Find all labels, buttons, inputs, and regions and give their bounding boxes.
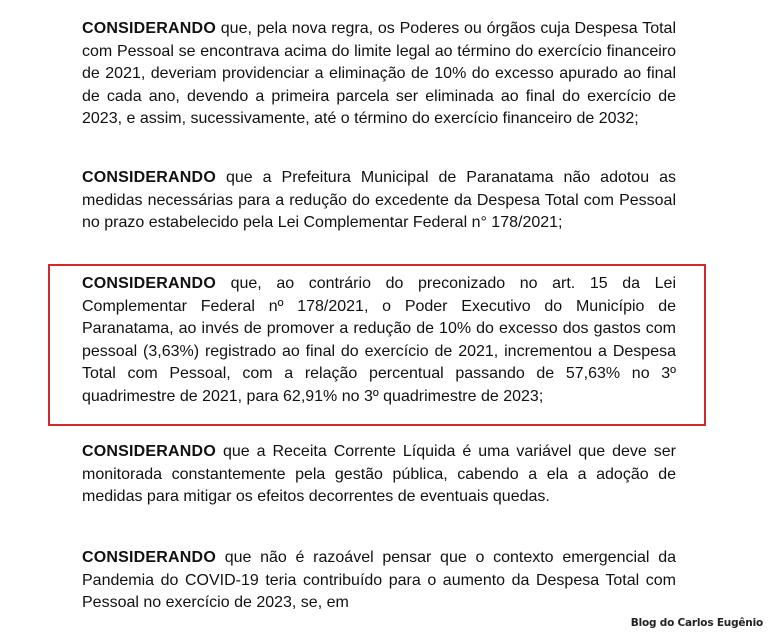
paragraph-text: que não é razoável pensar que o contexto emergencial da Pandemia do COVID-19 teria contribuído para o aumento da Despesa Total com Pessoal no exercício de 2023, se, em xyxy=(82,549,676,612)
keyword: CONSIDERANDO xyxy=(82,549,216,566)
paragraph-considerando-1 xyxy=(82,18,676,131)
keyword: CONSIDERANDO xyxy=(82,275,216,292)
paragraph-text: que a Prefeitura Municipal de Paranatama não adotou as medidas necessárias para a redução do excedente da Despesa Total com Pessoal no prazo estabelecido pela Lei Complementar Federal n° 178/2021; xyxy=(82,169,676,232)
paragraph-considerando-4 xyxy=(82,441,676,509)
paragraph-text: que a Receita Corrente Líquida é uma variável que deve ser monitorada constantemente pela gestão pública, cabendo a ela a adoção de medidas para mitigar os efeitos decorrentes de eventuais quedas. xyxy=(82,443,676,506)
keyword: CONSIDERANDO xyxy=(82,20,216,37)
watermark: Blog do Carlos Eugênio xyxy=(630,617,763,629)
paragraph-text: que, ao contrário do preconizado no art. 15 da Lei Complementar Federal nº 178/2021, o Poder Executivo do Município de Paranatama, ao invés de promover a redução de 10% do excesso dos gastos com pessoal (3,63%) registrado ao final do exercício de 2021, incrementou a Despesa Total com Pessoal, com a relação percentual passando de 57,63% no 3º quadrimestre de 2021, para 62,91% no 3º quadrimestre de 2023; xyxy=(82,275,676,405)
keyword: CONSIDERANDO xyxy=(82,169,216,186)
paragraph-considerando-3-highlighted xyxy=(82,273,676,409)
paragraph-considerando-5 xyxy=(82,547,676,615)
paragraph-text: que, pela nova regra, os Poderes ou órgãos cuja Despesa Total com Pessoal se encontrava acima do limite legal ao término do exercício financeiro de 2021, deveriam providenciar a eliminação de 10% do excesso apurado ao final de cada ano, devendo a primeira parcela ser eliminada ao final do exercício de 2023, e assim, sucessivamente, até o término do exercício financeiro de 2032; xyxy=(82,20,676,128)
keyword: CONSIDERANDO xyxy=(82,443,216,460)
paragraph-considerando-2 xyxy=(82,167,676,235)
